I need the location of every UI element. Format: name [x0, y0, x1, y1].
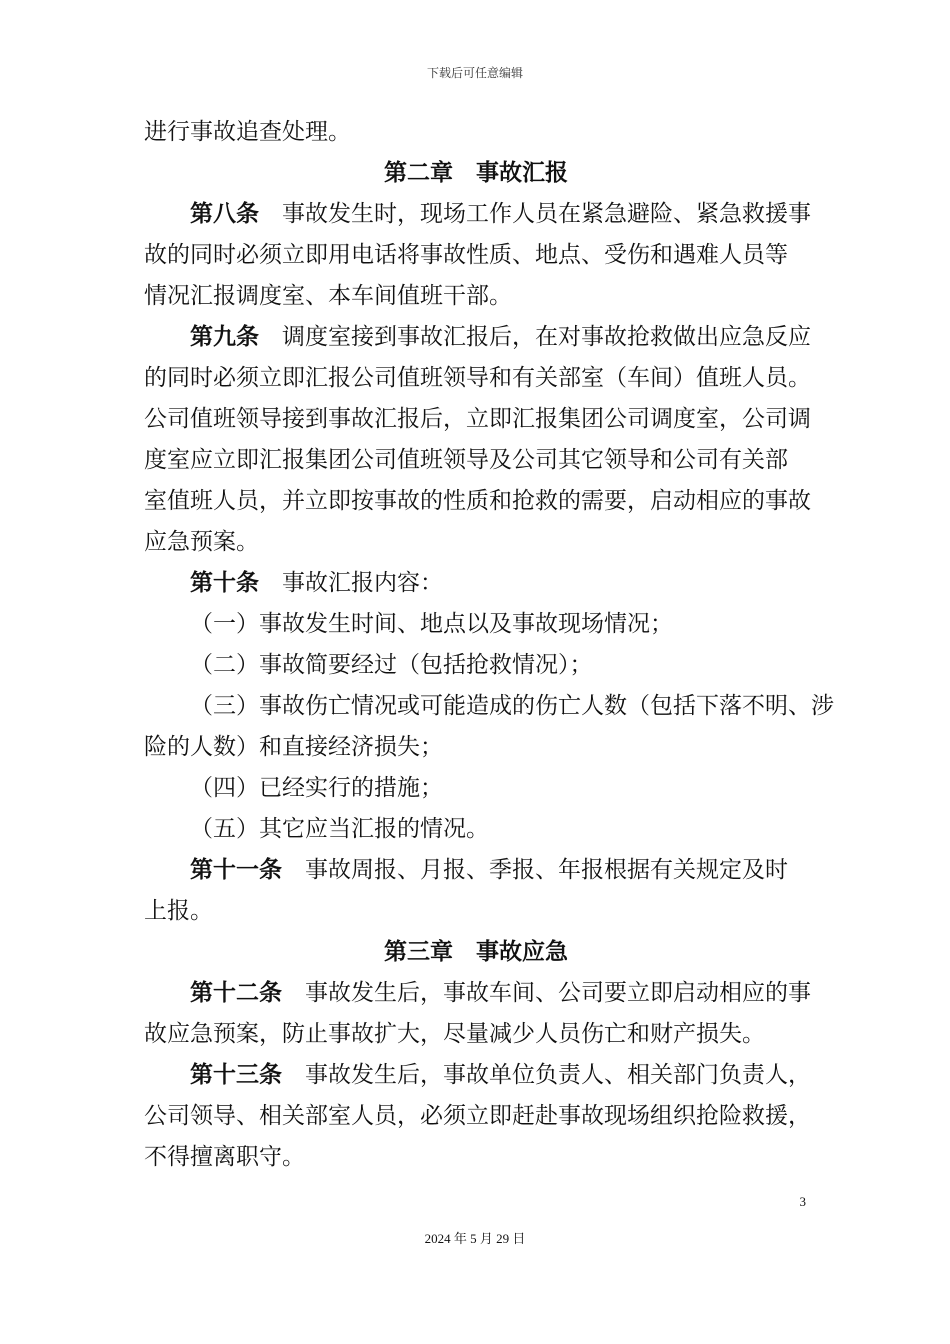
article-label: 第十三条 [190, 1062, 282, 1088]
article-8 [144, 194, 811, 235]
paragraph-line: 进行事故追查处理。 [144, 119, 351, 145]
page-header: 下载后可任意编辑 [426, 66, 523, 80]
paragraph-line: 故的同时必须立即用电话将事故性质、地点、受伤和遇难人员等 [144, 242, 788, 268]
article-text: 事故周报、月报、季报、年报根据有关规定及时 [305, 857, 788, 883]
article-label: 第十二条 [190, 980, 282, 1006]
list-item: （三）事故伤亡情况或可能造成的伤亡人数（包括下落不明、涉 [190, 693, 834, 719]
paragraph-line: 险的人数）和直接经济损失； [144, 734, 443, 760]
paragraph-line: 室值班人员，并立即按事故的性质和抢救的需要，启动相应的事故 [144, 488, 811, 514]
list-item: （五）其它应当汇报的情况。 [190, 816, 489, 842]
paragraph-line: 不得擅离职守。 [144, 1144, 305, 1170]
page-footer-date: 2024 年 5 月 29 日 [424, 1231, 526, 1246]
article-11 [144, 850, 808, 891]
article-text: 事故发生时，现场工作人员在紧急避险、紧急救援事 [282, 201, 811, 227]
paragraph-line: 应急预案。 [144, 529, 259, 555]
paragraph-line: 上报。 [144, 898, 213, 924]
page-number: 3 [799, 1194, 806, 1209]
paragraph-line: 的同时必须立即汇报公司值班领导和有关部室（车间）值班人员。 [144, 365, 811, 391]
article-label: 第八条 [190, 201, 259, 227]
article-text: 事故发生后，事故单位负责人、相关部门负责人， [305, 1062, 811, 1088]
article-10 [144, 563, 808, 604]
list-item: （二）事故简要经过（包括抢救情况）； [190, 652, 593, 678]
document-body [144, 112, 834, 1178]
chapter-heading: 第二章 事故汇报 [384, 160, 568, 186]
list-item: （四）已经实行的措施； [190, 775, 443, 801]
article-label: 第十条 [190, 570, 259, 596]
paragraph-line: 情况汇报调度室、本车间值班干部。 [144, 283, 512, 309]
paragraph-line: 公司领导、相关部室人员，必须立即赶赴事故现场组织抢险救援， [144, 1103, 811, 1129]
article-label: 第十一条 [190, 857, 282, 883]
article-text: 调度室接到事故汇报后，在对事故抢救做出应急反应 [282, 324, 811, 350]
article-13 [144, 1055, 811, 1096]
article-9 [144, 317, 811, 358]
paragraph-line: 度室应立即汇报集团公司值班领导及公司其它领导和公司有关部 [144, 447, 788, 473]
paragraph-line: 故应急预案，防止事故扩大，尽量减少人员伤亡和财产损失。 [144, 1021, 765, 1047]
list-item: （一）事故发生时间、地点以及事故现场情况； [190, 611, 673, 637]
chapter-heading: 第三章 事故应急 [384, 939, 568, 965]
article-12 [144, 973, 811, 1014]
article-text: 事故汇报内容： [282, 570, 443, 596]
article-text: 事故发生后，事故车间、公司要立即启动相应的事 [305, 980, 811, 1006]
paragraph-line: 公司值班领导接到事故汇报后，立即汇报集团公司调度室，公司调 [144, 406, 811, 432]
article-label: 第九条 [190, 324, 259, 350]
